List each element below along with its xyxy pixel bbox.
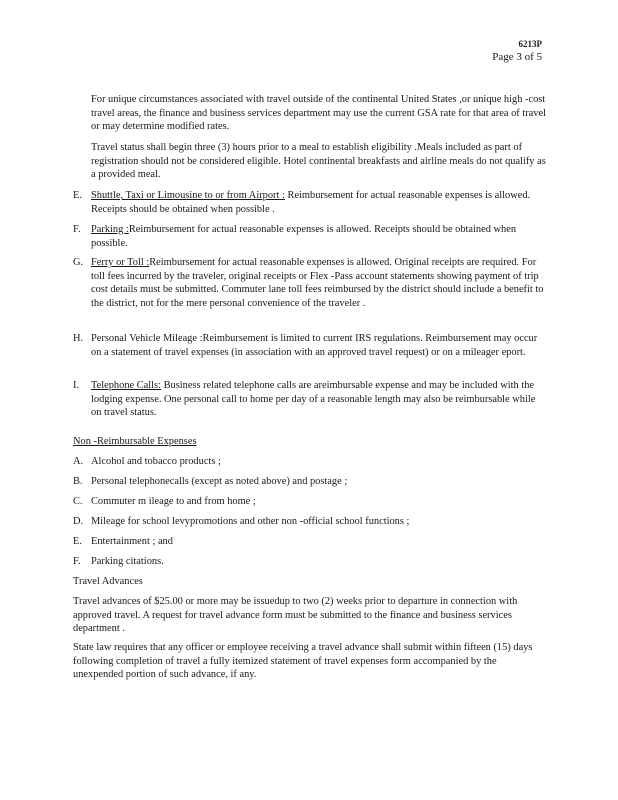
item-letter: H.	[73, 333, 84, 344]
list-item	[73, 535, 548, 549]
travel-advances-heading: Travel Advances	[73, 576, 143, 587]
list-item	[73, 475, 548, 489]
list-item	[73, 515, 548, 529]
list-text: Parking citations.	[91, 556, 164, 567]
list-text: Alcohol and tobacco products ;	[91, 456, 221, 467]
non-reimbursable-heading: Non -Reimbursable Expenses	[73, 436, 197, 447]
item-title: Telephone Calls:	[91, 380, 161, 391]
list-letter: D.	[73, 516, 84, 527]
item-text: Reimbursement for actual reasonable expenses is allowed. Original receipts are required. For toll fees incurred by the traveler, original receipts or Flex -Pass account statements showing payment of trip cost details must be submitted. Commuter lane toll fees reimbursed by the district should include a benefit to the district, not for the mere personal convenience of the traveler .	[91, 257, 544, 309]
item-text: Personal Vehicle Mileage :Reimbursement is limited to current IRS regulations. Reimbursement may occur on a statement of travel expenses (in association with an approved travel request) or on a mileager eport.	[91, 333, 538, 358]
item-text: Business related telephone calls are areimbursable expense and may be included with the lodging expense. One personal call to home per day of a reasonable length may also be reimbursable while on travel status.	[91, 380, 536, 419]
list-item	[73, 555, 548, 569]
list-text: Personal telephonecalls (except as noted above) and postage ;	[91, 476, 348, 487]
item-letter: I.	[73, 380, 80, 391]
list-item	[73, 455, 548, 469]
list-letter: B.	[73, 476, 83, 487]
paragraph-unique-circumstances: For unique circumstances associated with travel outside of the continental United States ,or unique high -cost travel areas, the finance and business services department may use the current GSA rate for that area of travel or may determine modified rates.	[91, 94, 546, 133]
list-letter: A.	[73, 456, 84, 467]
item-letter: F.	[73, 224, 81, 235]
list-letter: F.	[73, 556, 81, 567]
paragraph-travel-status: Travel status shall begin three (3) hours prior to a meal to establish eligibility .Meals included as part of registration should not be considered eligible. Hotel continental breakfasts and airline meals do not qualify as a provided meal.	[91, 142, 546, 181]
list-text: Commuter m ileage to and from home ;	[91, 496, 256, 507]
item-shuttle-taxi	[73, 189, 548, 216]
item-letter: E.	[73, 190, 82, 201]
item-parking	[73, 223, 548, 250]
page-number: Page 3 of 5	[492, 51, 542, 63]
policy-code: 6213P	[518, 39, 542, 49]
list-text: Entertainment ; and	[91, 536, 173, 547]
item-title: Ferry or Toll :	[91, 257, 150, 268]
item-text: Reimbursement for actual reasonable expenses is allowed. Receipts should be obtained when possible .	[91, 190, 531, 215]
item-title: Parking :	[91, 224, 129, 235]
list-letter: C.	[73, 496, 83, 507]
item-ferry-toll	[73, 256, 548, 310]
item-text: Reimbursement for actual reasonable expenses is allowed. Receipts should be obtained when possible.	[91, 224, 517, 249]
item-letter: G.	[73, 257, 84, 268]
list-item	[73, 495, 548, 509]
item-title: Shuttle, Taxi or Limousine to or from Airport :	[91, 190, 285, 201]
item-vehicle-mileage	[73, 332, 548, 359]
paragraph-state-law: State law requires that any officer or employee receiving a travel advance shall submit within fifteen (15) days following completion of travel a fully itemized statement of travel expenses form accompanied by the unexpended portion of such advance, if any.	[73, 642, 533, 681]
list-text: Mileage for school levypromotions and other non -official school functions ;	[91, 516, 410, 527]
list-letter: E.	[73, 536, 82, 547]
item-telephone-calls	[73, 379, 548, 420]
paragraph-travel-advances: Travel advances of $25.00 or more may be issuedup to two (2) weeks prior to departure in connection with approved travel. A request for travel advance form must be submitted to the finance and business services department .	[73, 596, 518, 635]
